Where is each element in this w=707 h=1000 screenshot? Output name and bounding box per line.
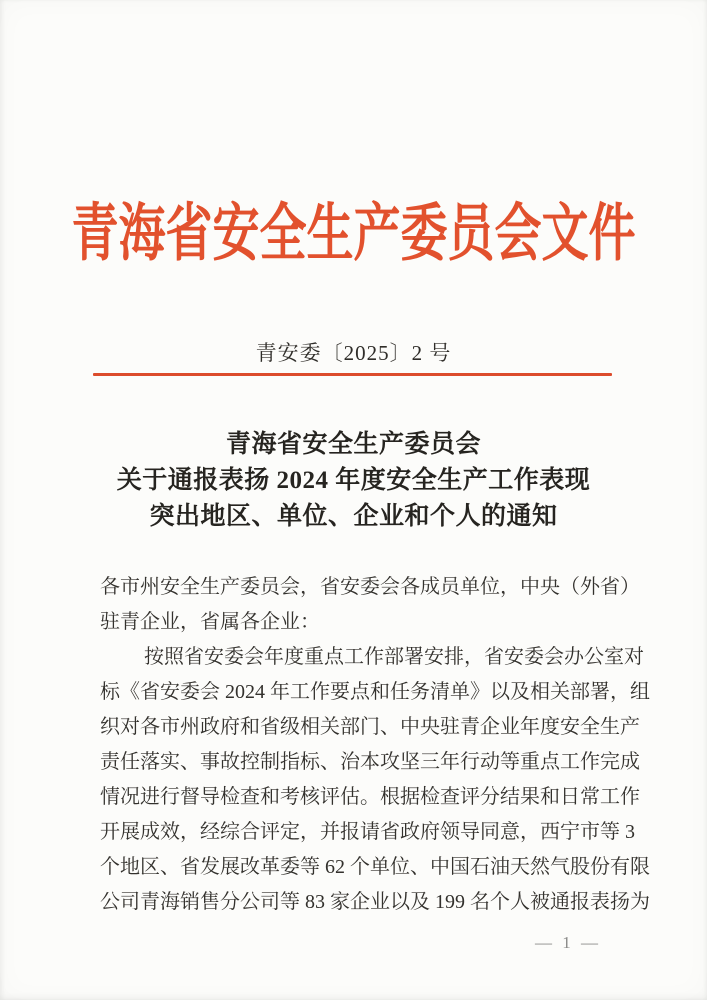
body-line: 织对各市州政府和省级相关部门、中央驻青企业年度安全生产 bbox=[100, 716, 640, 738]
document-body bbox=[100, 570, 650, 920]
body-line-salutation: 各市州安全生产委员会，省安委会各成员单位，中央（外省） bbox=[100, 576, 640, 598]
document-title-line-3: 突出地区、单位、企业和个人的通知 bbox=[149, 503, 558, 530]
body-line: 公司青海销售分公司等 83 家企业以及 199 名个人被通报表扬为 bbox=[100, 891, 650, 913]
document-header bbox=[0, 200, 707, 270]
document-title bbox=[40, 427, 667, 535]
body-line-salutation-end: 驻青企业，省属各企业： bbox=[100, 611, 320, 633]
body-line: 开展成效，经综合评定，并报请省政府领导同意，西宁市等 3 bbox=[100, 821, 635, 843]
body-line: 按照省安委会年度重点工作部署安排，省安委会办公室对 bbox=[144, 646, 644, 668]
document-title-line-2: 关于通报表扬 2024 年度安全生产工作表现 bbox=[116, 467, 591, 494]
body-line: 个地区、省发展改革委等 62 个单位、中国石油天然气股份有限 bbox=[100, 856, 650, 878]
page-number: — 1 — bbox=[535, 933, 601, 952]
body-line: 责任落实、事故控制指标、治本攻坚三年行动等重点工作完成 bbox=[100, 751, 640, 773]
red-divider-rule bbox=[93, 373, 612, 376]
header-red-title: 青海省安全生产委员会文件 bbox=[71, 200, 636, 270]
body-line: 标《省安委会 2024 年工作要点和任务清单》以及相关部署，组 bbox=[100, 681, 650, 703]
document-title-line-1: 青海省安全生产委员会 bbox=[225, 431, 481, 458]
body-line: 情况进行督导检查和考核评估。根据检查评分结果和日常工作 bbox=[100, 786, 640, 808]
document-number: 青安委〔2025〕2 号 bbox=[255, 341, 452, 365]
